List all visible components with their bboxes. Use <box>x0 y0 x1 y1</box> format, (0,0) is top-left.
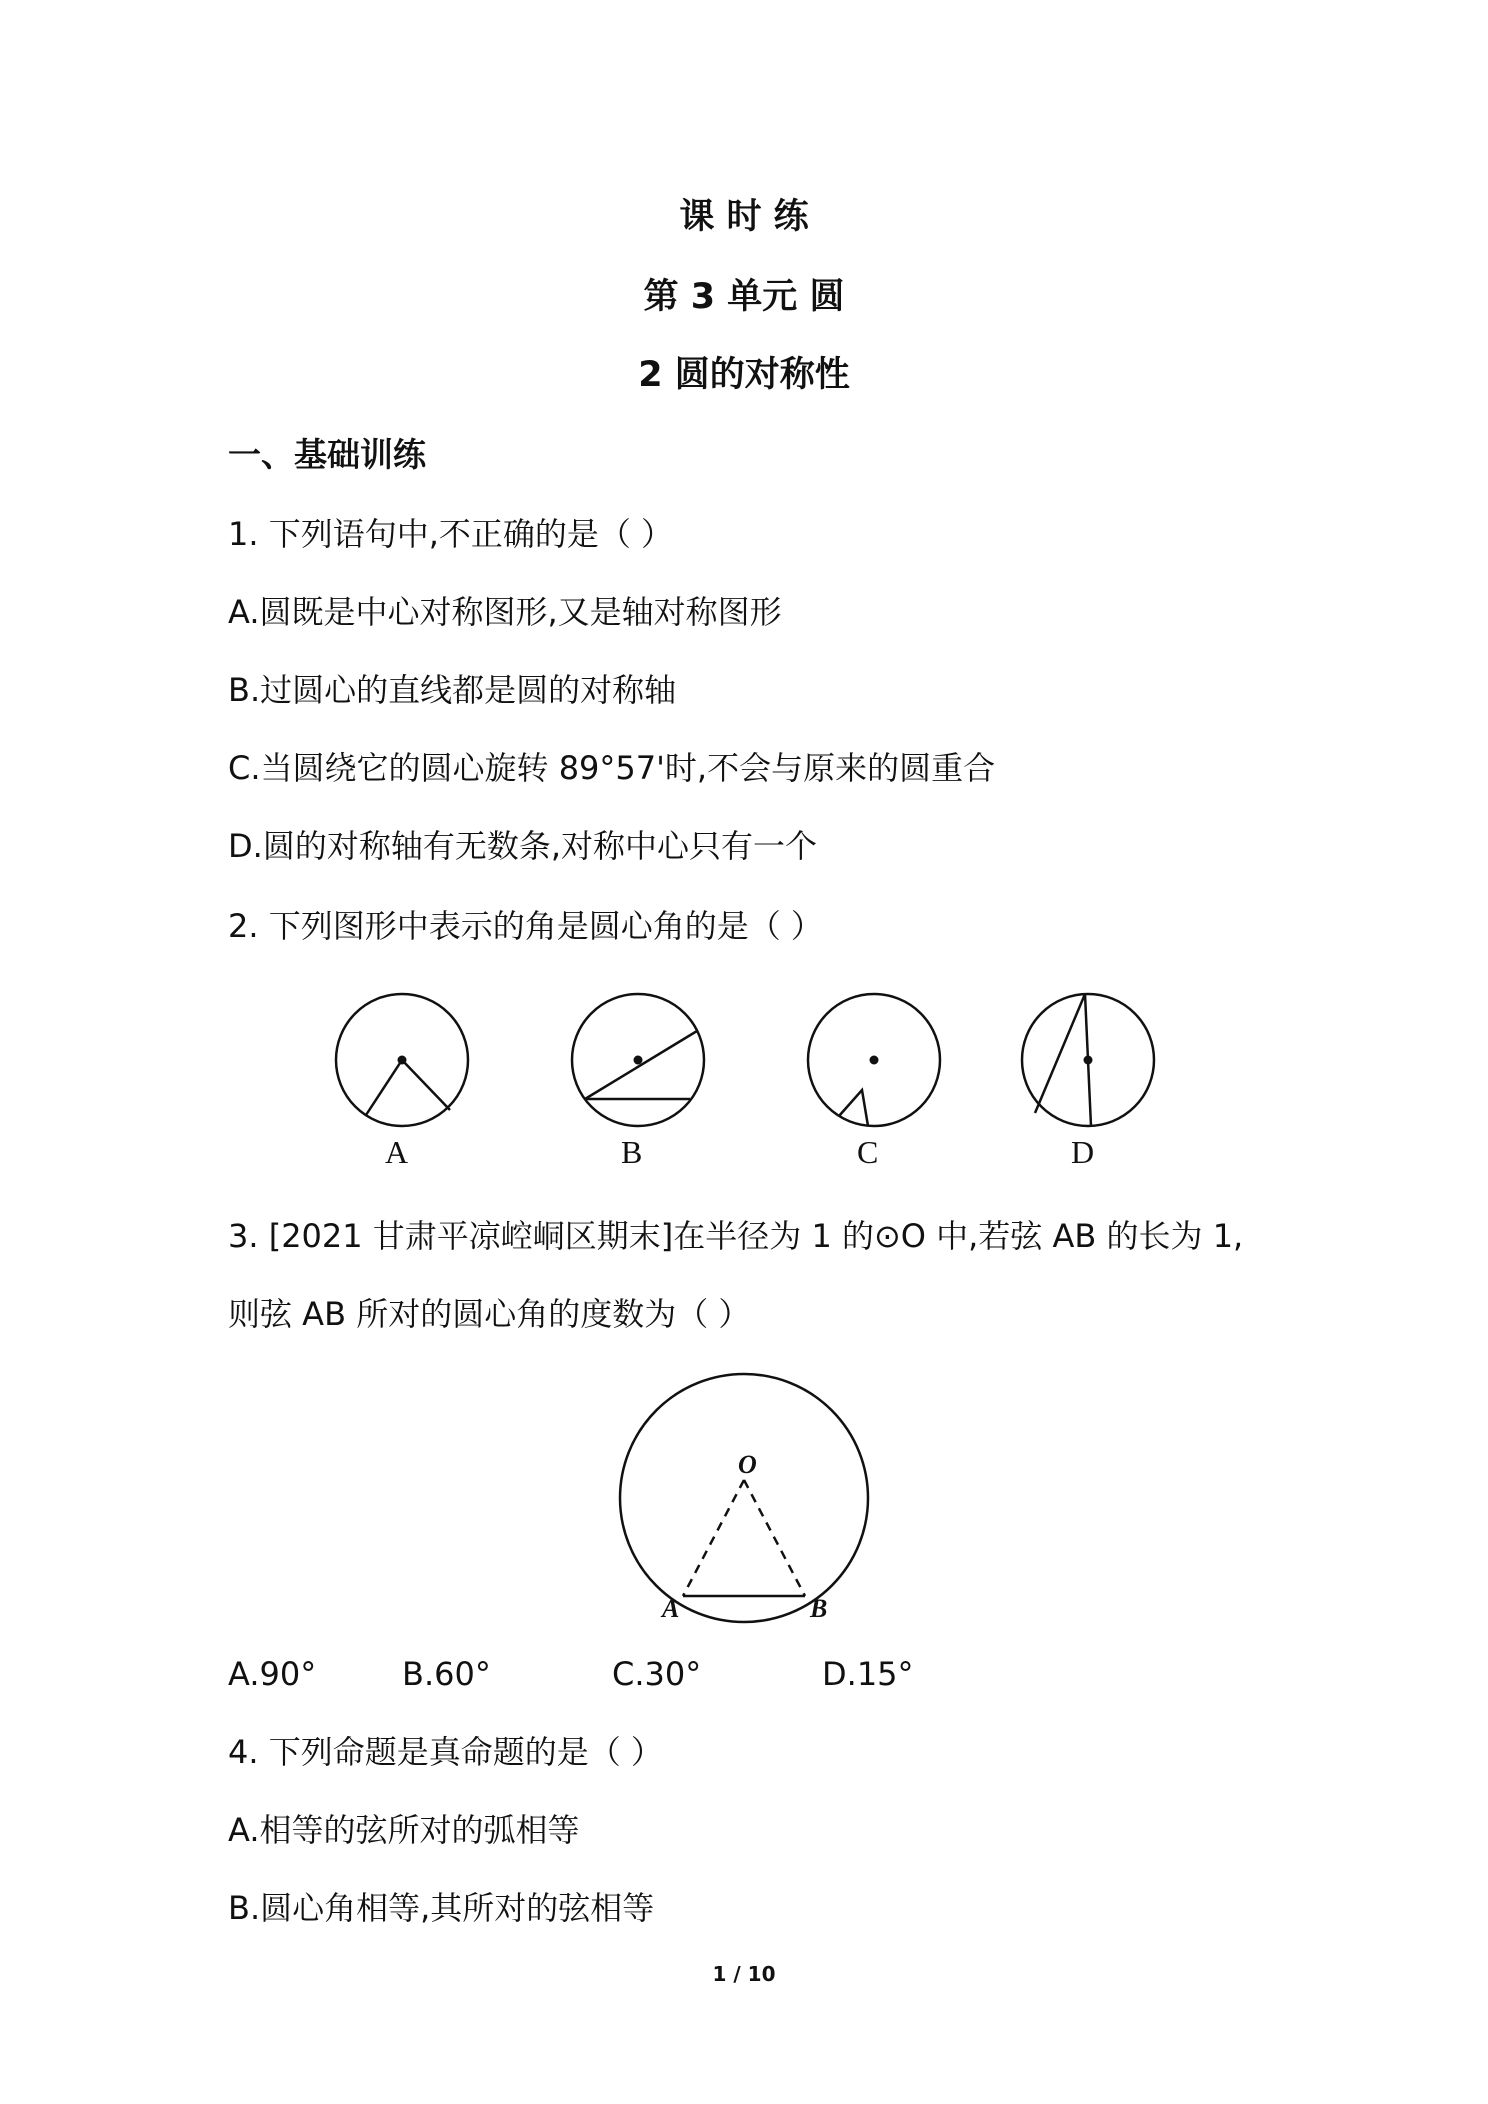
q3-figure <box>0 1370 1488 1630</box>
q2-figure-c-label: C <box>857 1134 879 1170</box>
q2-figure-c-angle <box>839 1090 868 1126</box>
q2-figure-b-chord <box>585 1031 697 1099</box>
q1-option-a: A.圆既是中心对称图形,又是轴对称图形 <box>228 593 782 631</box>
q3-option-a: A.90° <box>228 1655 317 1693</box>
page-number: 1 / 10 <box>712 1962 776 1986</box>
q3-point-o-label: O <box>738 1450 757 1479</box>
q3-option-d: D.15° <box>822 1655 914 1693</box>
q3-radius-ob <box>744 1480 805 1596</box>
q2-figure-d-center <box>1084 1056 1093 1065</box>
q1-option-b: B.过圆心的直线都是圆的对称轴 <box>228 671 677 709</box>
q2-figure-b-label: B <box>621 1134 643 1170</box>
unit-title: 第 3 单元 圆 <box>643 277 845 317</box>
q3-stem-line2: 则弦 AB 所对的圆心角的度数为（ ） <box>228 1295 751 1333</box>
q2-figure-b-center <box>634 1056 643 1065</box>
q1-stem: 1. 下列语句中,不正确的是（ ） <box>228 515 674 553</box>
q2-figure-a-label: A <box>385 1134 409 1170</box>
q1-option-c: C.当圆绕它的圆心旋转 89°57'时,不会与原来的圆重合 <box>228 749 996 787</box>
q2-figure-a-center <box>398 1056 407 1065</box>
section-heading: 一、基础训练 <box>228 435 426 474</box>
worksheet-title: 课 时 练 <box>679 197 809 237</box>
q2-figure-d-label: D <box>1071 1134 1095 1170</box>
q3-option-b: B.60° <box>402 1655 491 1693</box>
lesson-title: 2 圆的对称性 <box>638 355 850 395</box>
q3-radius-oa <box>683 1480 744 1596</box>
q4-option-b: B.圆心角相等,其所对的弦相等 <box>228 1889 655 1927</box>
q3-point-b-label: B <box>810 1594 828 1623</box>
q2-figure-a-angle <box>366 1060 450 1115</box>
q2-figures <box>0 980 1488 1160</box>
q4-stem: 4. 下列命题是真命题的是（ ） <box>228 1733 663 1771</box>
q3-option-c: C.30° <box>612 1655 702 1693</box>
q3-point-a-label: A <box>662 1594 680 1623</box>
q3-circle <box>620 1374 868 1622</box>
q3-stem-line1: 3. [2021 甘肃平凉崆峒区期末]在半径为 1 的⊙O 中,若弦 AB 的长为 1, <box>228 1217 1244 1255</box>
q2-figure-c-center <box>870 1056 879 1065</box>
q4-option-a: A.相等的弦所对的弧相等 <box>228 1811 580 1849</box>
q1-option-d: D.圆的对称轴有无数条,对称中心只有一个 <box>228 827 817 865</box>
q2-stem: 2. 下列图形中表示的角是圆心角的是（ ） <box>228 907 823 945</box>
